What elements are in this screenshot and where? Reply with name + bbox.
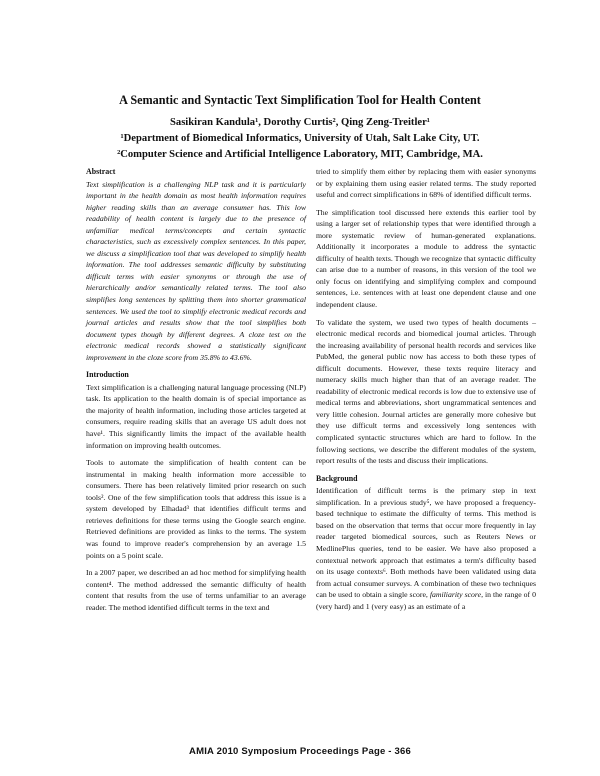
left-column [86, 166, 306, 619]
page-footer: AMIA 2010 Symposium Proceedings Page - 366 [189, 746, 411, 757]
author-names: Sasikiran Kandula¹, Dorothy Curtis², Qing Zeng-Treitler¹ [170, 117, 430, 128]
affiliation-2: ²Computer Science and Artificial Intelligence Laboratory, MIT, Cambridge, MA. [117, 149, 483, 160]
background-text-b: , in the range of 0 (very hard) and 1 (very easy) as an estimate of a [316, 590, 537, 611]
background-heading: Background [316, 473, 358, 483]
paper-title: A Semantic and Syntactic Text Simplification Tool for Health Content [119, 93, 481, 107]
background-text-a: Identification of difficult terms is the primary step in text simplification. In a previous study⁵, we have proposed a frequency-based technique to estimate the difficulty of terms. This method is based on the observation that terms that occur more frequently in lay reader targeted biomedical sources, such as Reuters News or MedlinePlus queries, tend to be easier. We have also proposed a contextual network approach that estimates a term's difficulty based on its usage contexts⁶. Both methods have been validated using data from actual consumer surveys. A combination of these two techniques can be used to obtain a single score, [316, 486, 536, 600]
background-paragraph-1 [316, 485, 536, 612]
abstract-text: Text simplification is a challenging NLP task and it is particularly important in the health domain as most health information requires higher reading skills than an average consumer has. This low readability of health content is largely due to the presence of unfamiliar medical terms/concepts and certain syntactic characteristics, such as excessively complex sentences. In this paper, we discuss a simplification tool that was developed to simplify health information. The tool addresses semantic difficulty by substituting difficult terms with easier synonyms or through the use of hierarchically and/or semantically related terms. The tool also simplifies long sentences by splitting them into shorter grammatical sentences. We used the tool to simplify electronic medical records and journal articles and results show that the tool simplifies both document types though by different degrees. A cloze test on the electronic medical records showed a statistically significant improvement in the cloze score from 35.8% to 43.6%. [86, 179, 306, 362]
introduction-heading: Introduction [86, 370, 129, 380]
intro-paragraph-4: tried to simplify them either by replacing them with easier synonyms or by explaining them using easier related terms. The study reported useful and correct simplifications in 68% of identified difficult terms. [316, 167, 536, 200]
intro-paragraph-5: The simplification tool discussed here extends this earlier tool by using a larger set of relationship types that were identified through a more systematic review of human-generated explanations. Additionally it incorporates a module to address the syntactic difficulty of health texts. Though we recognize that syntactic difficulty can arise due to a number of reasons, in this version of the tool we only focus on identifying and simplifying complex and compound sentences, i.e. sentences with at least one dependent clause and one independent clause. [316, 207, 536, 310]
affiliation-1: ¹Department of Biomedical Informatics, University of Utah, Salt Lake City, UT. [120, 133, 480, 144]
intro-paragraph-1: Text simplification is a challenging natural language processing (NLP) task. Its application to the health domain is of special importance as the majority of health information, including those articles targeted at consumers, require reading skills that an average US adult does not have¹. This significantly limits the impact of the available health information on improving health outcomes. [86, 382, 306, 450]
intro-paragraph-2: Tools to automate the simplification of health content can be instrumental in making health information more accessible to consumers. There has been relatively limited prior research on such tools². One of the few simplification tools that address this issue is a system developed by Elhadad³ that identifies difficult terms and retrieves definitions for these terms using the Google search engine. Retrieved definitions are provided as links to the terms. The system was found to improve reader's comprehension by an average 1.5 points on a 5 point scale. [86, 458, 306, 560]
intro-paragraph-6: To validate the system, we used two types of health documents – electronic medical records and biomedical journal articles. Through the increasing availability of personal health records and services like PubMed, the general public now has access to both these types of difficult documents. However, these texts require literacy and numeracy skills much higher than that of an average reader. The readability of electronic medical records is low due to extensive use of medical terms and abbreviations, short ungrammatical sentences and very little cohesion. Journal articles are generally more cohesive but they use difficult terms and excessively long sentences with complicated syntactic structures which are hard to follow. In the following sections, we describe the different modules of the system, report results of the tests and discuss their implications. [316, 317, 536, 466]
intro-paragraph-3: In a 2007 paper, we described an ad hoc method for simplifying health content⁴. The method addressed the semantic difficulty of health content that results from the use of terms unfamiliar to an average reader. The method identified difficult terms in the text and [86, 568, 306, 612]
right-column [316, 166, 536, 618]
abstract-heading: Abstract [86, 167, 116, 176]
background-italic-term: familiarity score [429, 590, 482, 600]
author-block [0, 115, 600, 163]
